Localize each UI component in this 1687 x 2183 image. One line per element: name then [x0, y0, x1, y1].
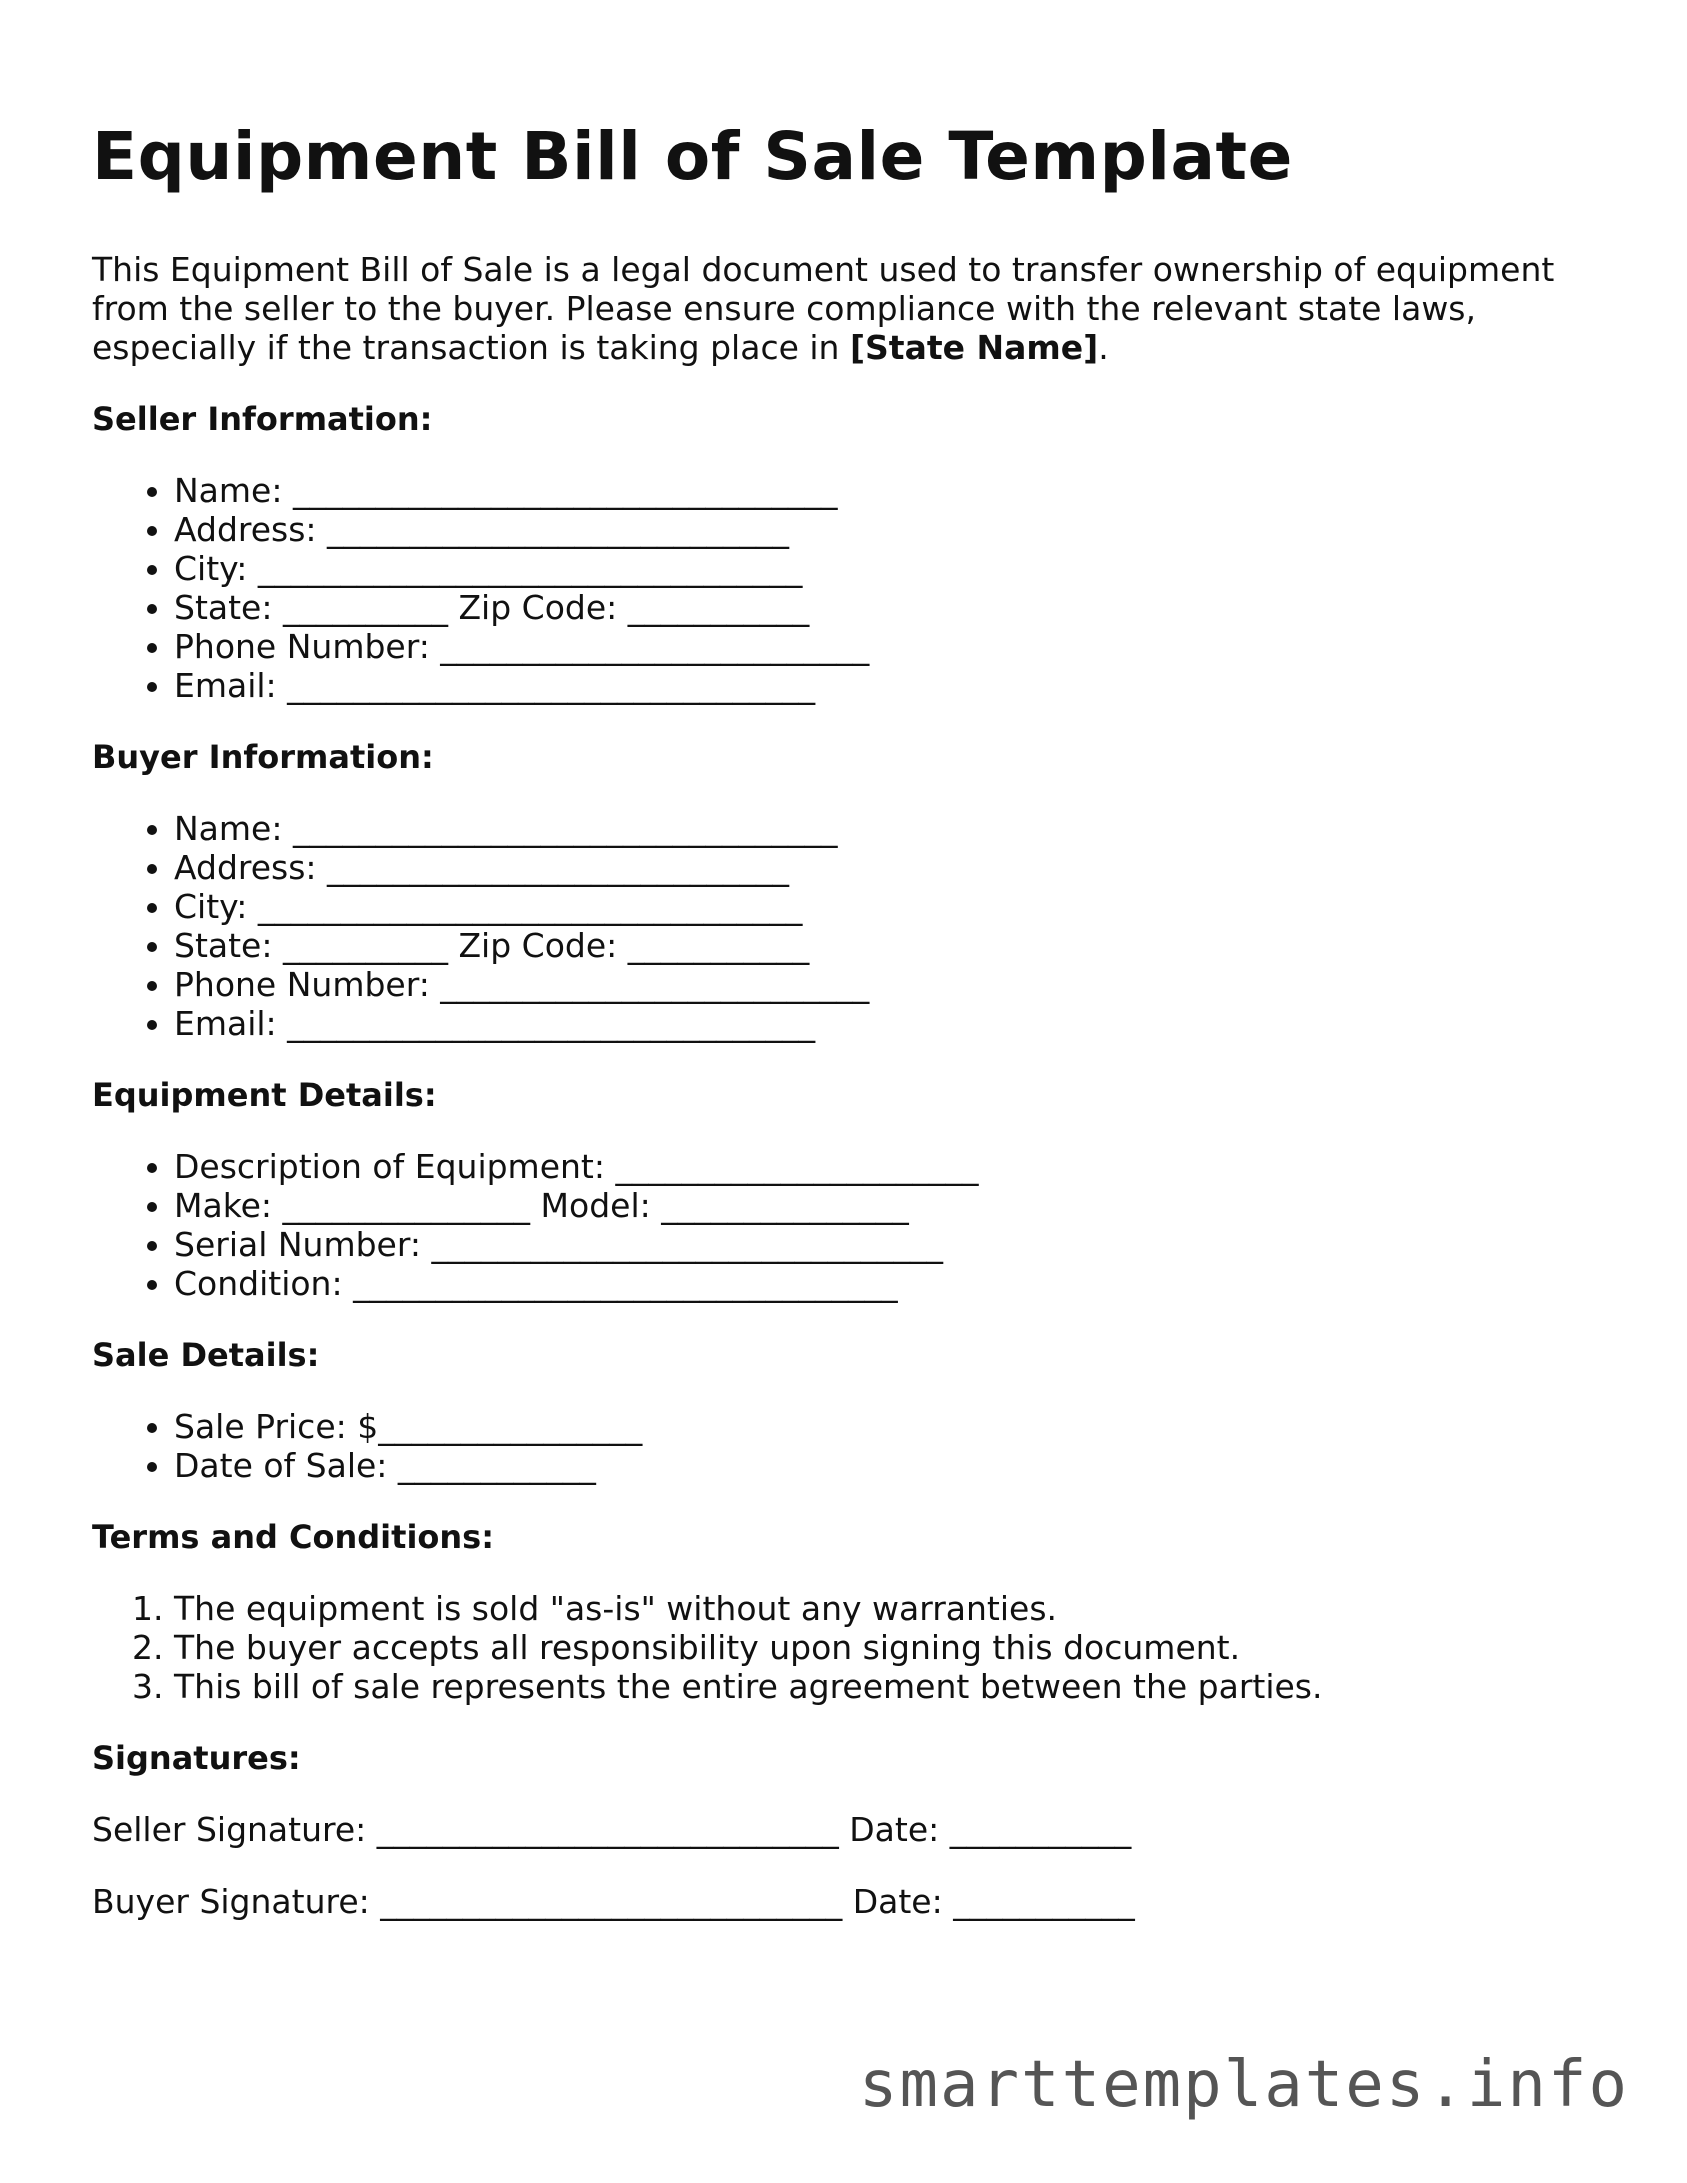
equipment-description-field: • Description of Equipment: ______________________ — [174, 1147, 1612, 1186]
seller-state-zip-field: • State: __________ Zip Code: ___________ — [174, 588, 1612, 627]
buyer-city-field: • City: _________________________________ — [174, 887, 1612, 926]
seller-information-list — [92, 471, 1612, 705]
seller-signature-line: Seller Signature: ____________________________ Date: ___________ — [92, 1810, 1132, 1849]
buyer-email-field: • Email: ________________________________ — [174, 1004, 1612, 1043]
watermark: smarttemplates.info — [858, 2048, 1629, 2122]
buyer-address-field: • Address: ____________________________ — [174, 848, 1612, 887]
buyer-information-heading: Buyer Information: — [92, 738, 434, 776]
seller-city-field: • City: _________________________________ — [174, 549, 1612, 588]
terms-list — [92, 1589, 1612, 1706]
terms-item: 3. This bill of sale represents the entire agreement between the parties. — [174, 1667, 1612, 1706]
buyer-information-list — [92, 809, 1612, 1043]
intro-end: . — [1098, 328, 1109, 367]
terms-item: 2. The buyer accepts all responsibility upon signing this document. — [174, 1628, 1612, 1667]
seller-phone-field: • Phone Number: __________________________ — [174, 627, 1612, 666]
terms-heading: Terms and Conditions: — [92, 1518, 495, 1556]
intro-text: This Equipment Bill of Sale is a legal document used to transfer ownership of equipment from the seller to the buyer. Please ensure compliance with the relevant state laws, especially if the transaction is taking place in — [92, 250, 1555, 367]
seller-information-heading: Seller Information: — [92, 400, 433, 438]
seller-name-field: • Name: _________________________________ — [174, 471, 1612, 510]
sale-price-field: • Sale Price: $________________ — [174, 1407, 1612, 1446]
state-name-placeholder: [State Name] — [849, 328, 1099, 367]
terms-item: 1. The equipment is sold "as-is" without any warranties. — [174, 1589, 1612, 1628]
buyer-phone-field: • Phone Number: __________________________ — [174, 965, 1612, 1004]
intro-paragraph — [92, 250, 1612, 367]
equipment-make-model-field: • Make: _______________ Model: _______________ — [174, 1186, 1612, 1225]
equipment-details-list — [92, 1147, 1612, 1303]
equipment-serial-field: • Serial Number: _______________________________ — [174, 1225, 1612, 1264]
equipment-condition-field: • Condition: _________________________________ — [174, 1264, 1612, 1303]
page-title: Equipment Bill of Sale Template — [92, 118, 1293, 195]
seller-address-field: • Address: ____________________________ — [174, 510, 1612, 549]
sale-date-field: • Date of Sale: ____________ — [174, 1446, 1612, 1485]
document-page — [92, 112, 1612, 1922]
buyer-name-field: • Name: _________________________________ — [174, 809, 1612, 848]
seller-email-field: • Email: ________________________________ — [174, 666, 1612, 705]
buyer-state-zip-field: • State: __________ Zip Code: ___________ — [174, 926, 1612, 965]
buyer-signature-line: Buyer Signature: ____________________________ Date: ___________ — [92, 1882, 1135, 1921]
sale-details-heading: Sale Details: — [92, 1336, 320, 1374]
signatures-heading: Signatures: — [92, 1739, 301, 1777]
sale-details-list — [92, 1407, 1612, 1485]
equipment-details-heading: Equipment Details: — [92, 1076, 437, 1114]
